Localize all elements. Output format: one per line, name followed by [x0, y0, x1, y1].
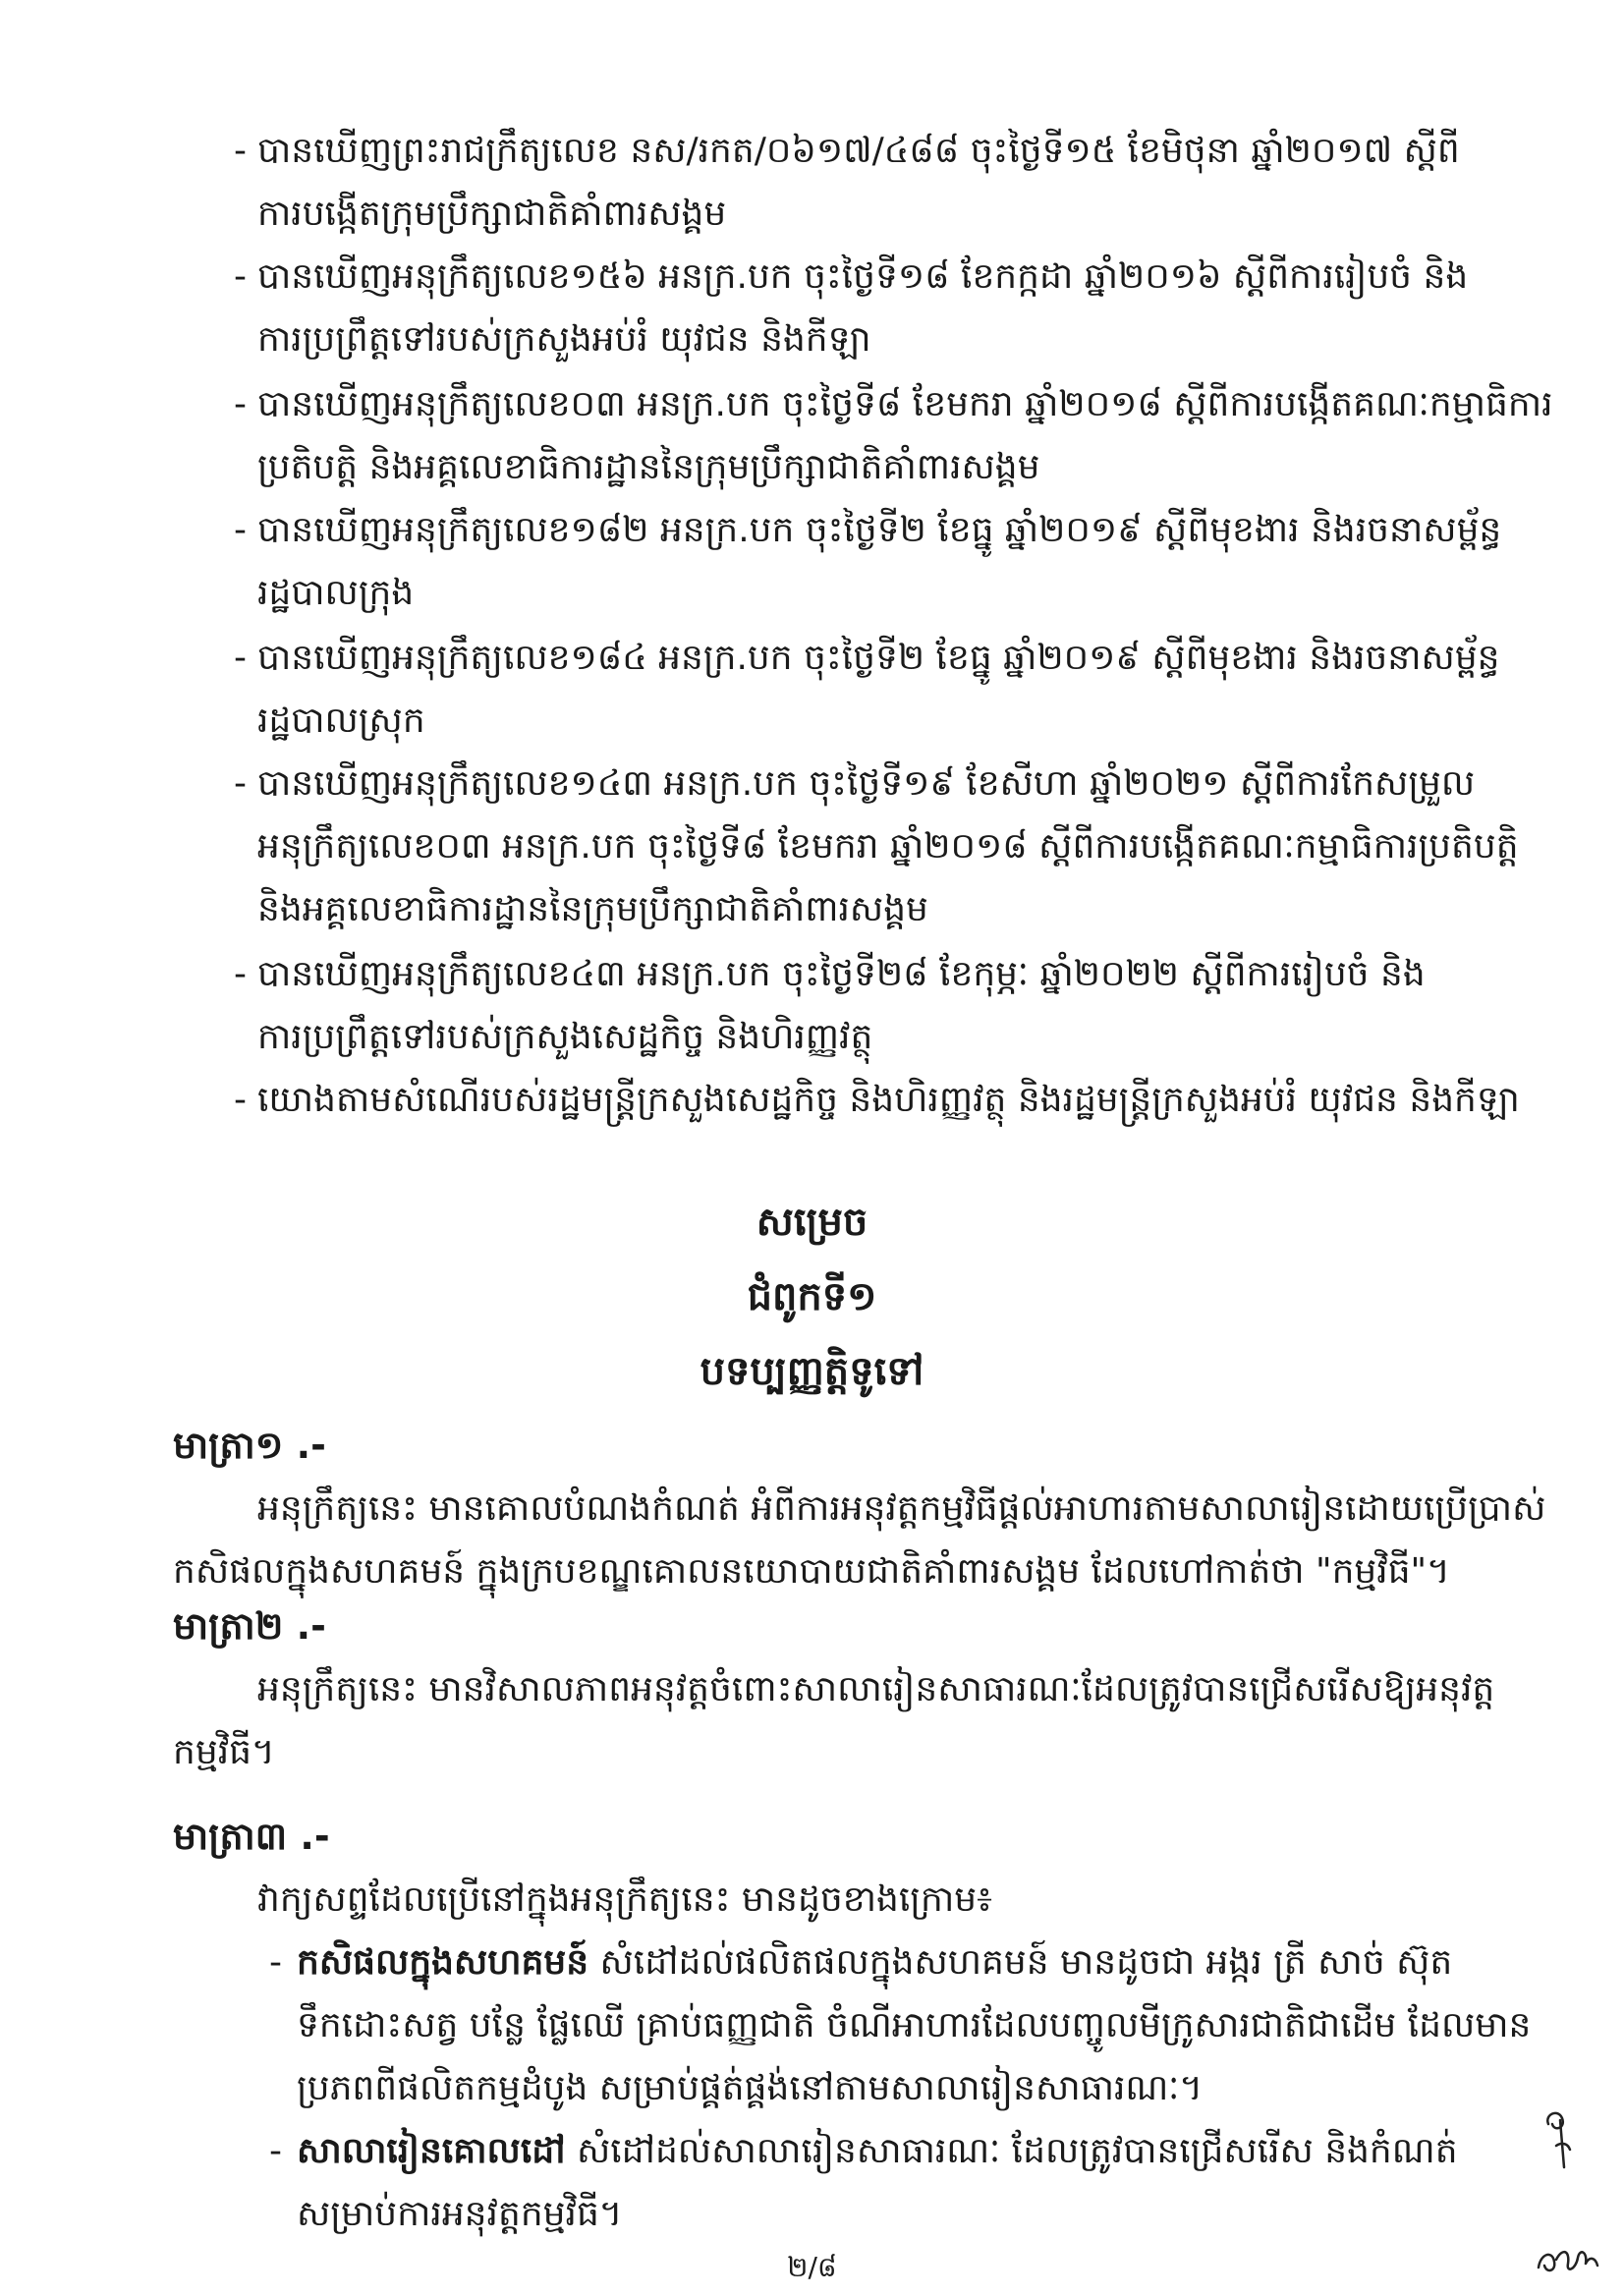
bullet-dash: -: [234, 763, 247, 804]
preamble-7-line1: បានឃើញអនុក្រឹត្យលេខ៤៣ អនក្រ.បក ចុះថ្ងៃទី២៨ ខែកុម្ភៈ ឆ្នាំ២០២២ ស្តីពីការរៀបចំ និង: [257, 954, 1426, 994]
preamble-6-line1: បានឃើញអនុក្រឹត្យលេខ១៤៣ អនក្រ.បក ចុះថ្ងៃទី១៩ ខែសីហា ឆ្នាំ២០២១ ស្តីពីការកែសម្រួល: [257, 763, 1476, 804]
definition-1-term: កសិផលក្នុងសហគមន៍: [297, 1942, 589, 1983]
preamble-1-line1: បានឃើញព្រះរាជក្រឹត្យលេខ នស/រកត/០៦១៧/៤៨៨ ចុះថ្ងៃទី១៥ ខែមិថុនា ឆ្នាំ២០១៧ ស្តីពី: [257, 131, 1460, 171]
bullet-dash: -: [234, 638, 247, 678]
article-2-line1: អនុក្រឹត្យនេះ មានវិសាលភាពអនុវត្តចំពោះសាលារៀនសាធារណៈដែលត្រូវបានជ្រើសរើសឱ្យអនុវត្ត: [257, 1669, 1495, 1709]
bullet-dash: -: [234, 954, 247, 994]
bullet-dash: -: [234, 256, 247, 297]
bullet-dash: -: [269, 1942, 282, 1983]
bullet-dash: -: [234, 131, 247, 171]
preamble-2-line1: បានឃើញអនុក្រឹត្យលេខ១៥៦ អនក្រ.បក ចុះថ្ងៃទី១៨ ខែកក្កដា ឆ្នាំ២០១៦ ស្តីពីការរៀបចំ និង: [257, 256, 1469, 297]
preamble-6-line2: អនុក្រឹត្យលេខ០៣ អនក្រ.បក ចុះថ្ងៃទី៨ ខែមករា ឆ្នាំ២០១៨ ស្តីពីការបង្កើតគណៈកម្មាធិការប្រតិបត្តិ: [257, 826, 1519, 867]
article-2-heading: មាត្រា២ .-: [173, 1604, 326, 1648]
bullet-dash: -: [234, 510, 247, 550]
definition-2-text: សំដៅដល់សាលារៀនសាធារណៈ ដែលត្រូវបានជ្រើសរើស និងកំណត់: [565, 2131, 1458, 2171]
handwritten-signature-icon: [1533, 2230, 1601, 2279]
chapter-title: បទប្បញ្ញត្តិទូទៅ: [700, 1349, 924, 1394]
preamble-7-line2: ការប្រព្រឹត្តទៅរបស់ក្រសួងសេដ្ឋកិច្ច និងហិរញ្ញវត្ថុ: [257, 1017, 873, 1057]
definition-2-line1: [297, 2130, 1458, 2173]
preamble-2-line2: ការប្រព្រឹត្តទៅរបស់ក្រសួងអប់រំ យុវជន និងកីឡា: [257, 319, 871, 360]
bullet-dash: -: [234, 1080, 247, 1120]
page-number: ២/៨: [787, 2251, 837, 2283]
bullet-dash: -: [234, 384, 247, 424]
preamble-5-line1: បានឃើញអនុក្រឹត្យលេខ១៨៤ អនក្រ.បក ចុះថ្ងៃទី២ ខែធ្នូ ឆ្នាំ២០១៩ ស្តីពីមុខងារ និងរចនាសម្ព័ន្ធ: [257, 638, 1500, 678]
preamble-1-line2: ការបង្កើតក្រុមប្រឹក្សាជាតិគាំពារសង្គម: [257, 194, 727, 234]
preamble-8-line1: យោងតាមសំណើរបស់រដ្ឋមន្ត្រីក្រសួងសេដ្ឋកិច្ច និងហិរញ្ញវត្ថុ និងរដ្ឋមន្ត្រីក្រសួងអប់រំ យុវជន និងកីឡា: [257, 1080, 1520, 1120]
article-1-line2: កសិផលក្នុងសហគមន៍ ក្នុងក្របខណ្ឌគោលនយោបាយជាតិគាំពារសង្គម ដែលហៅកាត់ថា "កម្មវិធី"។: [173, 1551, 1450, 1592]
preamble-4-line2: រដ្ឋបាលក្រុង: [257, 573, 415, 613]
article-3-heading: មាត្រា៣ .-: [173, 1815, 330, 1858]
definition-1-line1: [297, 1941, 1452, 1985]
article-1-heading: មាត្រា១ .-: [173, 1424, 326, 1467]
definition-1-line3: ប្រភពពីផលិតកម្មដំបូង សម្រាប់ផ្គត់ផ្គង់នៅតាមសាលារៀនសាធារណៈ។: [297, 2068, 1204, 2108]
article-1-line1: អនុក្រឹត្យនេះ មានគោលបំណងកំណត់ អំពីការអនុវត្តកម្មវិធីផ្តល់អាហារតាមសាលារៀនដោយប្រើប្រាស់: [257, 1488, 1546, 1529]
chapter-heading: ជំពូកទី១: [747, 1274, 877, 1319]
preamble-3-line2: ប្រតិបត្តិ និងអគ្គលេខាធិការដ្ឋាននៃក្រុមប្រឹក្សាជាតិគាំពារសង្គម: [257, 447, 1040, 487]
definition-2-line2: សម្រាប់ការអនុវត្តកម្មវិធី។: [297, 2194, 623, 2234]
definition-1-line2: ទឹកដោះសត្វ បន្លែ ផ្លែឈើ គ្រាប់ធញ្ញជាតិ ចំណីអាហារដែលបញ្ចូលមីក្រូសារជាតិជាដើម ដែលមាន: [297, 2005, 1532, 2045]
definition-1-text: សំដៅដល់ផលិតផលក្នុងសហគមន៍ មានដូចជា អង្ករ ត្រី សាច់ ស៊ុត: [588, 1942, 1453, 1983]
article-2-line2: កម្មវិធី។: [173, 1732, 275, 1772]
preamble-3-line1: បានឃើញអនុក្រឹត្យលេខ០៣ អនក្រ.បក ចុះថ្ងៃទី៨ ខែមករា ឆ្នាំ២០១៨ ស្តីពីការបង្កើតគណៈកម្មាធិការ: [257, 384, 1553, 424]
decision-heading: សម្រេច: [756, 1200, 868, 1245]
preamble-4-line1: បានឃើញអនុក្រឹត្យលេខ១៨២ អនក្រ.បក ចុះថ្ងៃទី២ ខែធ្នូ ឆ្នាំ២០១៩ ស្តីពីមុខងារ និងរចនាសម្ព័ន្ធ: [257, 510, 1502, 550]
preamble-5-line2: រដ្ឋបាលស្រុក: [257, 700, 425, 741]
bullet-dash: -: [269, 2131, 282, 2171]
preamble-6-line3: និងអគ្គលេខាធិការដ្ឋាននៃក្រុមប្រឹក្សាជាតិគាំពារសង្គម: [257, 889, 928, 929]
definition-2-term: សាលារៀនគោលដៅ: [297, 2131, 566, 2171]
handwritten-initial-icon: [1540, 2106, 1580, 2175]
article-3-line1: វាក្យសព្ទដែលប្រើនៅក្នុងអនុក្រឹត្យនេះ មានដូចខាងក្រោម៖: [257, 1879, 992, 1920]
